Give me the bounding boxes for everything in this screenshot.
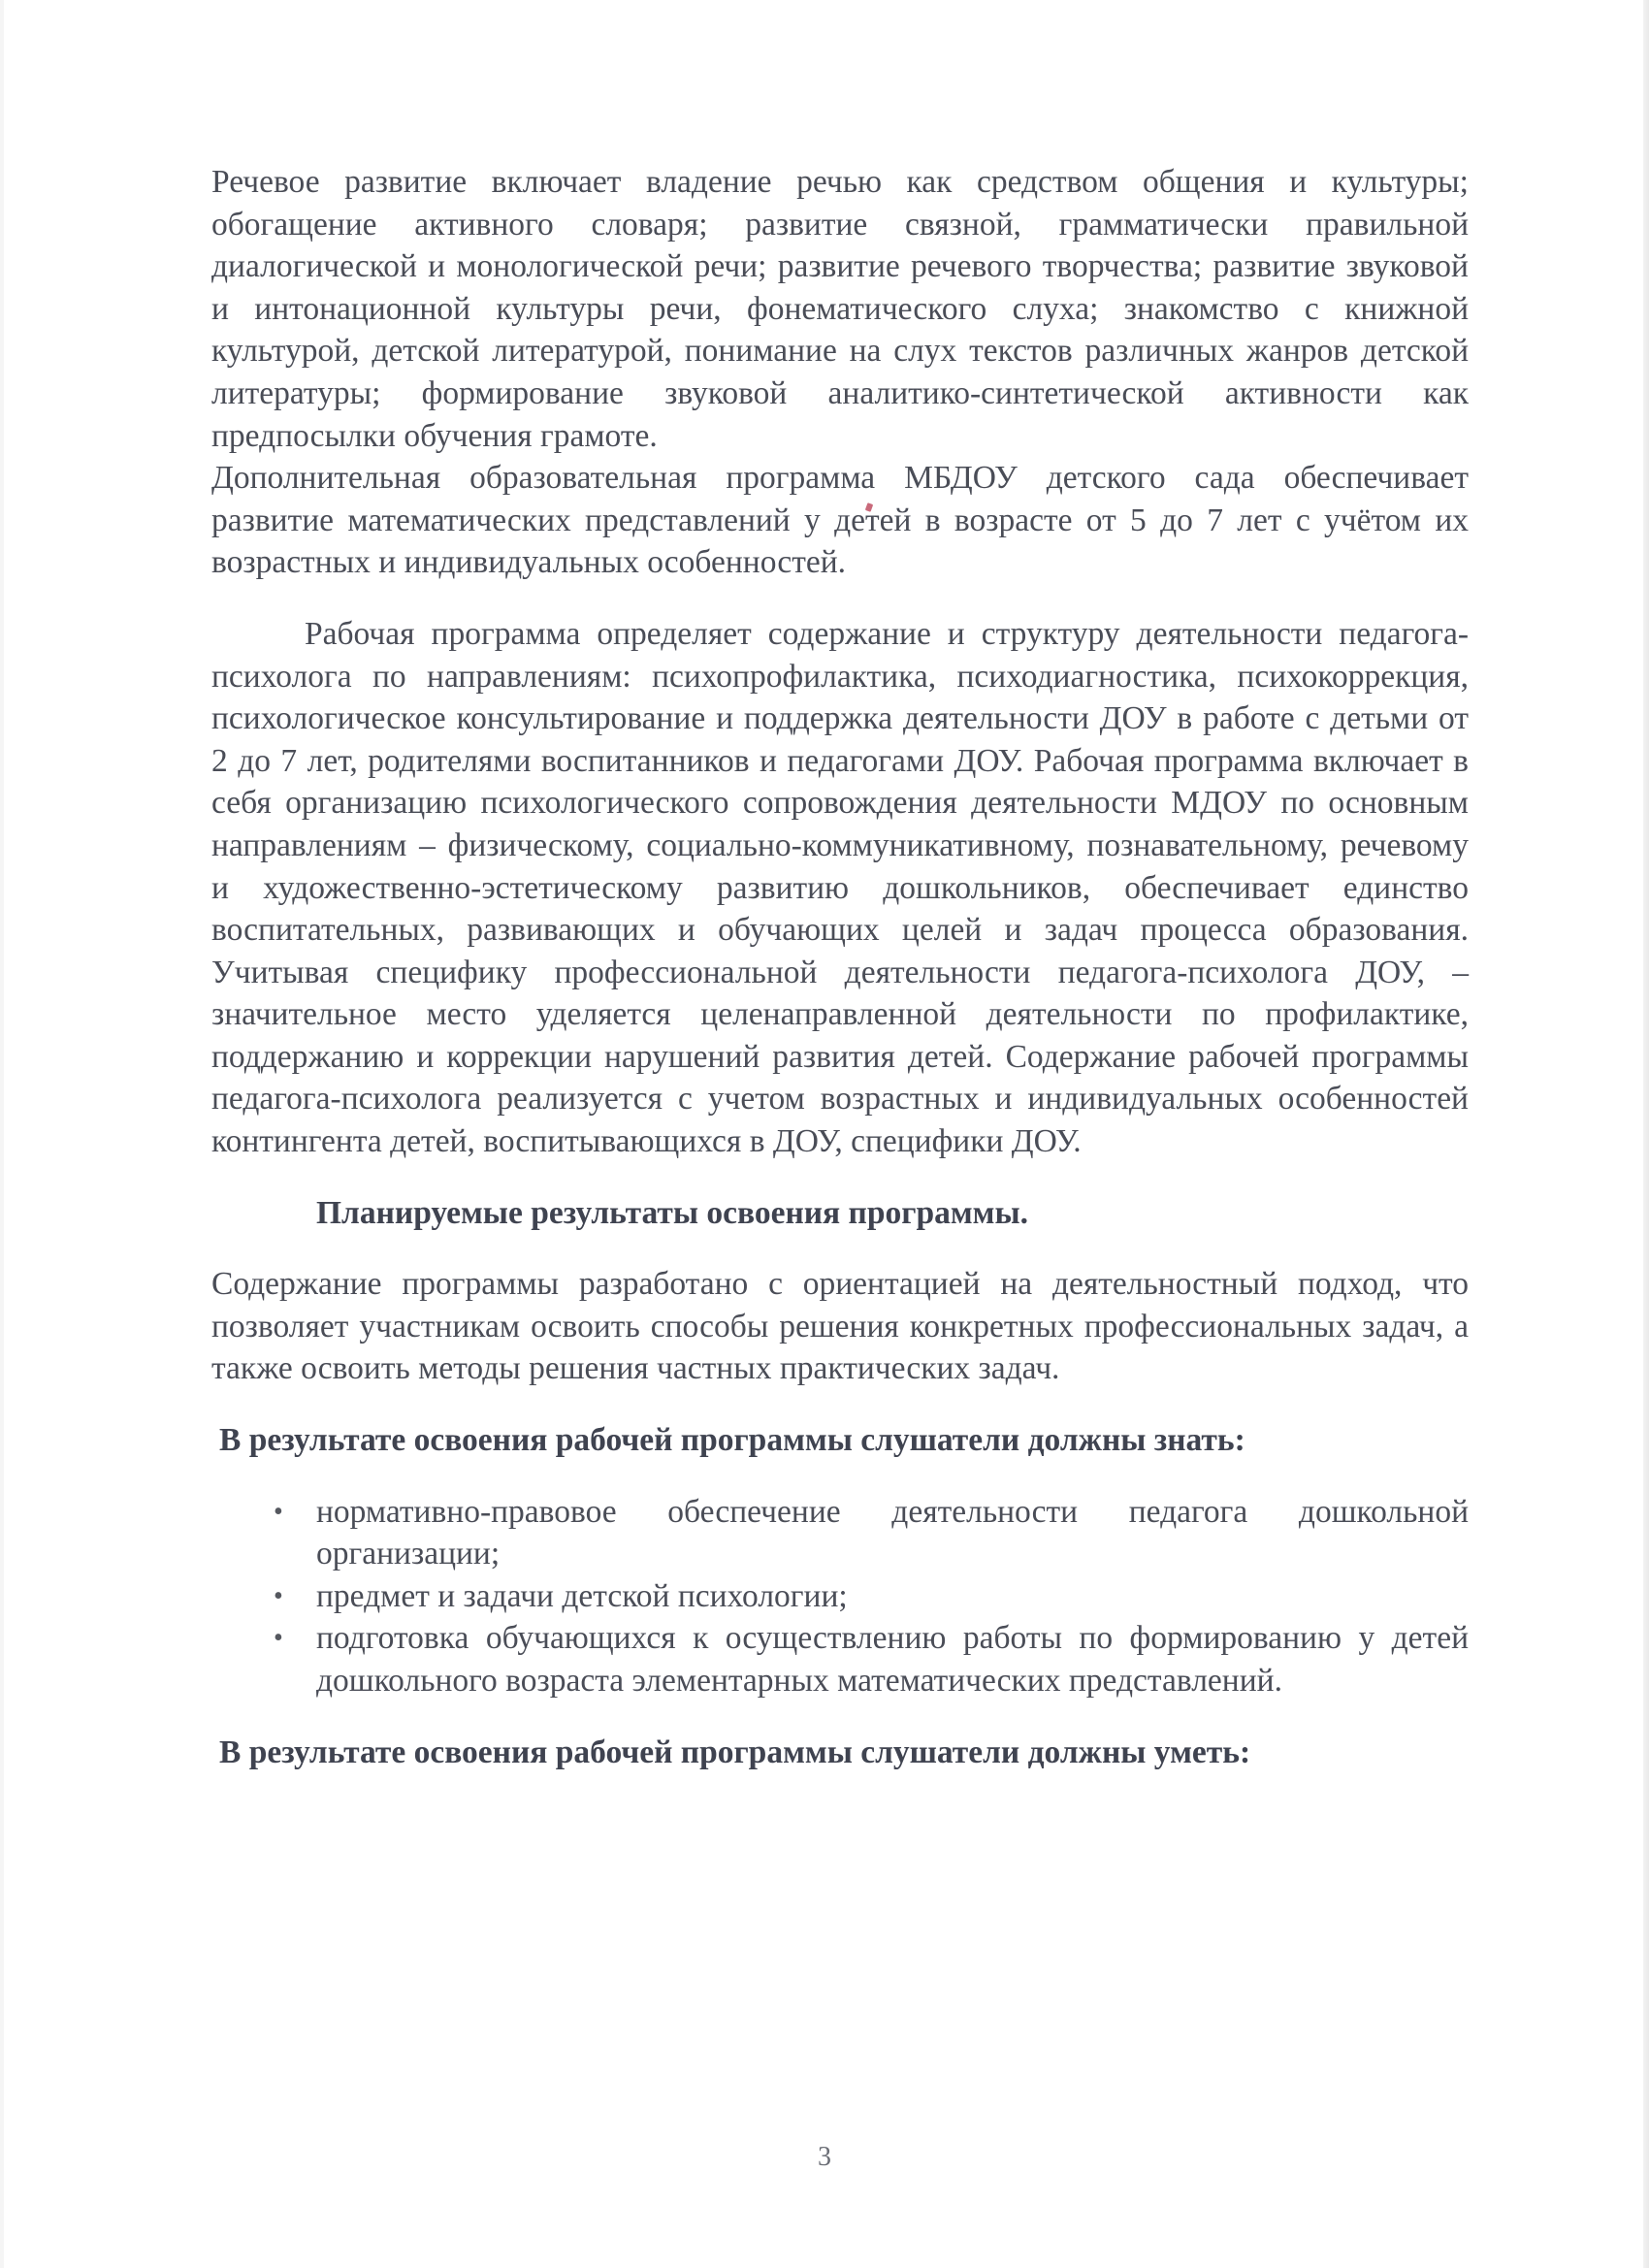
scan-edge-right	[1643, 0, 1649, 2268]
heading-should-be-able: В результате освоения рабочей программы слушатели должны уметь:	[219, 1733, 1251, 1770]
scan-edge-left	[0, 0, 4, 2268]
list-item	[268, 1617, 1469, 1701]
heading-should-know: В результате освоения рабочей программы слушатели должны знать:	[219, 1422, 1245, 1459]
heading-planned-results: Планируемые результаты освоения программы.	[316, 1194, 1028, 1231]
list-item	[268, 1575, 1469, 1618]
paragraph-additional-program: Дополнительная образовательная программа МБДОУ детского сада обеспечивает развитие математических представлений у детей в возрасте от 5 до 7 лет с учётом их возрастных и индивидуальных особенностей.	[211, 460, 1469, 581]
list-item-text: нормативно-правовое обеспечение деятельности педагога дошкольной организации;	[316, 1493, 1469, 1572]
paragraph-speech-development: Речевое развитие включает владение речью как средством общения и культуры; обогащение активного словаря; развитие связной, грамматически правильной диалогической и монологической речи; развитие речевого творчества; развитие звуковой и интонационной культуры речи, фонематического слуха; знакомство с книжной культурой, детской литературой, понимание на слух текстов различных жанров детской литературы; формирование звуковой аналитико-синтетической активности как предпосылки обучения грамоте.	[211, 164, 1469, 454]
bullet-icon: •	[274, 1496, 283, 1527]
paragraph-work-program: Рабочая программа определяет содержание и структуру деятельности педагога-психолога по направлениям: психопрофилактика, психодиагностика, психокоррекция, психологическое консультирование и поддержка деятельности ДОУ в работе с детьми от 2 до 7 лет, родителями воспитанников и педагогами ДОУ. Рабочая программа включает в себя организацию психологического сопровождения деятельности МДОУ по основным направлениям – физическому, социально-коммуникативному, познавательному, речевому и художественно-эстетическому развитию дошкольников, обеспечивает единство воспитательных, развивающих и обучающих целей и задач процесса образования. Учитывая специфику профессиональной деятельности педагога-психолога ДОУ, –значительное место уделяется целенаправленной деятельности по профилактике, поддержанию и коррекции нарушений развития детей. Содержание рабочей программы педагога-психолога реализуется с учетом возрастных и индивидуальных особенностей контингента детей, воспитывающихся в ДОУ, специфики ДОУ.	[211, 615, 1469, 1160]
bullet-icon: •	[274, 1623, 283, 1654]
list-item-text: предмет и задачи детской психологии;	[316, 1577, 848, 1614]
list-item	[268, 1491, 1469, 1575]
bullet-icon: •	[274, 1580, 283, 1611]
page-number: 3	[818, 2142, 831, 2172]
document-body	[211, 161, 1469, 1773]
know-list	[211, 1491, 1469, 1702]
list-item-text: подготовка обучающихся к осуществлению работы по формированию у детей дошкольного возраста элементарных математических представлений.	[316, 1620, 1469, 1699]
paragraph-activity-approach: Содержание программы разработано с ориентацией на деятельностный подход, что позволяет участникам освоить способы решения конкретных профессиональных задач, а также освоить методы решения частных практических задач.	[211, 1266, 1469, 1387]
